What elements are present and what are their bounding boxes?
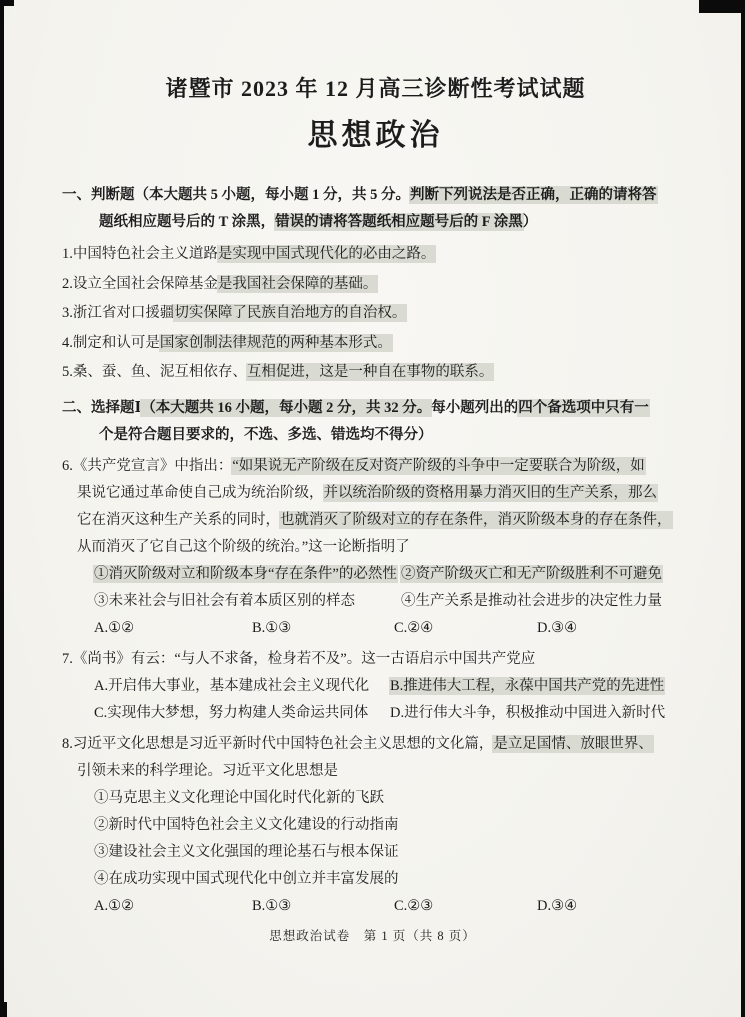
text-segment: ④生产关系是推动社会进步的决定性力量 <box>401 592 662 609</box>
judge-items <box>62 240 689 388</box>
choice-section-heading-line-2 <box>62 422 689 449</box>
highlighted-text: 错误的请将答题纸相应题号后的 F 涂黑 <box>275 214 523 230</box>
question-6-choice-c: C.②④ <box>394 619 434 636</box>
scan-edge-left <box>0 0 4 1017</box>
question-7-option-d <box>390 700 689 727</box>
question-6-option-2 <box>401 561 689 588</box>
text-segment: 8.习近平文化思想是习近平新时代中国特色社会主义思想的文化篇， <box>62 735 494 752</box>
question-7-option-c <box>94 700 390 727</box>
question-8-choice-b: B.①③ <box>252 897 292 914</box>
choice-section-heading-line-1 <box>62 395 689 422</box>
highlighted-text: 是立足国情、放眼世界、 <box>493 735 653 752</box>
text-segment: 它在消灭这种生产关系的同时， <box>77 511 280 528</box>
highlighted-text: 四个备选项中只有一 <box>518 399 649 416</box>
text-segment: A.开启伟大事业，基本建成社会主义现代化 <box>94 677 370 694</box>
scan-edge-right <box>741 0 745 1017</box>
text-segment: D.进行伟大斗争，积极推动中国进入新时代 <box>390 704 666 721</box>
highlighted-text: ①消灭阶级对立和阶级本身“存在条件”的必然性 <box>94 565 397 582</box>
question-7-stem-line-1 <box>62 646 689 673</box>
text-segment: ③建设社会主义文化强国的理论基石与根本保证 <box>94 843 399 860</box>
question-8-choice-a: A.①② <box>94 897 135 914</box>
question-7-options <box>62 673 689 727</box>
judge-section-heading-line-2 <box>62 209 689 236</box>
question-6-choice-a: A.①② <box>94 619 135 636</box>
judge-section-heading-line-1 <box>62 182 689 209</box>
question-8-options <box>62 785 689 893</box>
question-8-option-2 <box>62 812 689 839</box>
question-6-stem-line-2 <box>62 480 689 507</box>
text-segment: 3.浙江省对口援疆 <box>62 305 175 321</box>
text-segment: 7.《尚书》有云：“与人不求备，检身若不及”。这一古语启示中国共产党应 <box>62 650 536 667</box>
highlighted-text: 切实保障了民族自治地方的自治权。 <box>174 305 407 321</box>
text-segment: 一、判断题（本大题共 5 小题，每小题 1 分，共 5 分。 <box>62 187 410 203</box>
judge-item-5 <box>62 358 689 388</box>
question-8-choices <box>62 893 689 920</box>
text-segment: ④在成功实现中国式现代化中创立并丰富发展的 <box>94 870 399 887</box>
question-6-options <box>62 561 689 615</box>
highlighted-text: 互相促进，这是一种自在事物的联系。 <box>246 364 494 380</box>
single-choice-section <box>62 395 689 920</box>
judge-item-1 <box>62 240 689 270</box>
judge-item-2 <box>62 270 689 300</box>
text-segment: 4.制定和认可是 <box>62 334 160 351</box>
question-8-option-1 <box>62 785 689 812</box>
question-8-choice-c: C.②③ <box>394 897 434 914</box>
text-segment: 果说它通过革命使自己成为统治阶级， <box>77 484 324 501</box>
judge-question-section <box>62 182 689 388</box>
exam-title: 诸暨市 2023 年 12 月高三诊断性考试试题 <box>165 76 586 101</box>
highlighted-text: 是实现中国式现代化的必由之路。 <box>217 246 436 262</box>
highlighted-text: “如果说无产阶级在反对资产阶级的斗争中一定要联合为阶级，如 <box>232 457 645 474</box>
text-segment: C.实现伟大梦想，努力构建人类命运共同体 <box>94 704 369 721</box>
question-8 <box>62 731 689 920</box>
highlighted-text: 判断下列说法是否正确，正确的请将答 <box>410 187 657 203</box>
highlighted-text: 是我国社会保障的基础。 <box>217 275 378 292</box>
text-segment: ③未来社会与旧社会有着本质区别的样态 <box>94 592 355 609</box>
question-8-stem-line-2 <box>62 758 689 785</box>
text-segment: 二、选择题Ⅰ <box>62 399 142 416</box>
question-8-stem-line-1 <box>62 731 689 758</box>
question-7 <box>62 646 689 727</box>
text-segment: 个是符合题目要求的，不选、多选、错选均不得分） <box>99 426 433 443</box>
text-segment: ①马克思主义文化理论中国化时代化新的飞跃 <box>94 789 384 806</box>
question-6-stem-line-1 <box>62 453 689 480</box>
text-segment: ②新时代中国特色社会主义文化建设的行动指南 <box>94 816 399 833</box>
question-6-choices <box>62 615 689 642</box>
text-segment: 每小题列出的 <box>431 399 519 416</box>
highlighted-text: （本大题共 16 小题，每小题 2 分，共 32 分。 <box>141 399 432 416</box>
question-6-choice-d: D.③④ <box>537 619 578 636</box>
text-segment: 5.桑、蚕、鱼、泥互相依存、 <box>62 364 247 380</box>
question-6-option-3 <box>94 588 401 615</box>
text-segment: 从而消灭了它自己这个阶级的统治。”这一论断指明了 <box>77 538 410 555</box>
question-6-option-1 <box>94 561 401 588</box>
judge-item-4 <box>62 329 689 359</box>
page-footer: 思想政治试卷 第 1 页（共 8 页） <box>269 929 476 943</box>
judge-item-3 <box>62 299 689 329</box>
text-segment: ） <box>522 214 538 230</box>
highlighted-text: ②资产阶级灭亡和无产阶级胜利不可避免 <box>401 565 662 582</box>
question-6-option-4 <box>401 588 689 615</box>
question-8-choice-d: D.③④ <box>537 897 578 914</box>
scan-artifact-top-right <box>699 0 745 13</box>
highlighted-text: 并以统治阶级的资格用暴力消灭旧的生产关系，那么 <box>323 484 657 501</box>
text-segment: 引领未来的科学理论。习近平文化思想是 <box>77 762 338 779</box>
scan-artifact-bottom-left <box>0 1002 7 1017</box>
question-8-option-3 <box>62 839 689 866</box>
question-8-option-4 <box>62 866 689 893</box>
question-6-stem-line-3 <box>62 507 689 534</box>
text-segment: 题纸相应题号后的 T 涂黑， <box>99 214 276 230</box>
highlighted-text: B.推进伟大工程，永葆中国共产党的先进性 <box>390 677 665 694</box>
scan-artifact-top-left <box>0 0 14 6</box>
question-6 <box>62 453 689 642</box>
question-6-stem-line-4 <box>62 534 689 561</box>
question-7-option-b <box>390 673 689 700</box>
question-6-choice-b: B.①③ <box>252 619 292 636</box>
highlighted-text: 国家创制法律规范的两种基本形式。 <box>159 334 392 351</box>
highlighted-text: 也就消灭了阶级对立的存在条件，消灭阶级本身的存在条件， <box>280 511 672 528</box>
exam-subject: 思想政治 <box>307 119 444 152</box>
page-content <box>62 0 689 920</box>
text-segment: 1.中国特色社会主义道路 <box>62 246 218 262</box>
text-segment: 6.《共产党宣言》中指出： <box>62 457 233 474</box>
text-segment: 2.设立全国社会保障基金 <box>62 275 218 292</box>
question-7-option-a <box>94 673 390 700</box>
